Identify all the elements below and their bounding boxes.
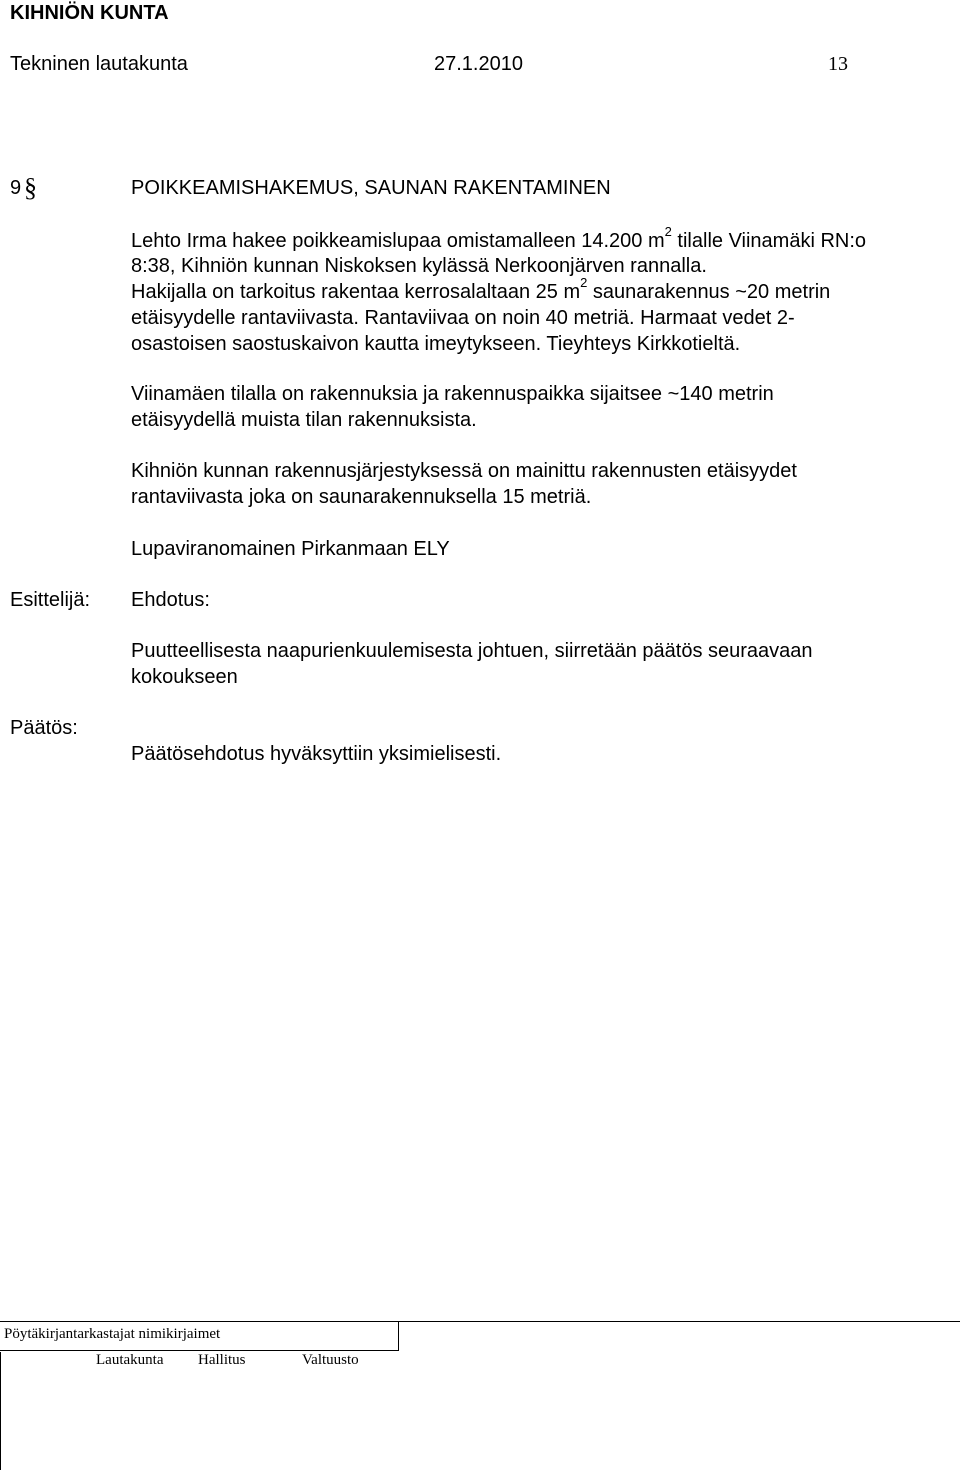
footer-title: Pöytäkirjantarkastajat nimikirjaimet	[4, 1326, 221, 1342]
section-title: POIKKEAMISHAKEMUS, SAUNAN RAKENTAMINEN	[131, 177, 611, 199]
body-line: 8:38, Kihniön kunnan Niskoksen kylässä Nerkoonjärven rannalla.	[131, 255, 707, 277]
proposal-text: kokoukseen	[131, 666, 238, 688]
page-number: 13	[828, 53, 848, 75]
body-line: Lehto Irma hakee poikkeamislupaa omistamalleen 14.200 $m^2$ tilalle Viinamäki RN:o	[131, 224, 867, 252]
proposal-label: Ehdotus:	[131, 589, 210, 611]
meeting-date: 27.1.2010	[434, 53, 523, 75]
body-line: etäisyydellä muista tilan rakennuksista.	[131, 409, 477, 431]
body-line: Viinamäen tilalla on rakennuksia ja rakennuspaikka sijaitsee ~140 metrin	[131, 383, 774, 405]
decision-label: Päätös:	[10, 717, 78, 739]
proposal-text: Puutteellisesta naapurienkuulemisesta johtuen, siirretään päätös seuraavaan	[131, 640, 813, 662]
footer-column-lautakunta: Lautakunta	[96, 1352, 164, 1368]
footer-column-divider	[0, 1352, 1, 1470]
presenter-label: Esittelijä:	[10, 589, 91, 611]
decision-text: Päätösehdotus hyväksyttiin yksimielisesti.	[131, 743, 502, 765]
body-line: Lupaviranomainen Pirkanmaan ELY	[131, 538, 450, 560]
body-line: Kihniön kunnan rakennusjärjestyksessä on mainittu rakennusten etäisyydet	[131, 460, 797, 482]
board-name: Tekninen lautakunta	[10, 53, 188, 75]
body-line: etäisyydelle rantaviivasta. Rantaviivaa on noin 40 metriä. Harmaat vedet 2-	[131, 307, 795, 329]
footer-column-hallitus: Hallitus	[198, 1352, 246, 1368]
body-line: osastoisen saostuskaivon kautta imeytykseen. Tieyhteys Kirkkotieltä.	[131, 333, 741, 355]
section-sign-icon: §	[24, 173, 37, 202]
body-line: rantaviivasta joka on saunarakennuksella 15 metriä.	[131, 486, 592, 508]
footer-column-valtuusto: Valtuusto	[302, 1352, 359, 1368]
section-number: 9	[10, 177, 22, 199]
organization-name: KIHNIÖN KUNTA	[10, 2, 169, 24]
body-line: Hakijalla on tarkoitus rakentaa kerrosalaltaan 25 $m^2$ saunarakennus ~20 metrin	[131, 275, 831, 303]
